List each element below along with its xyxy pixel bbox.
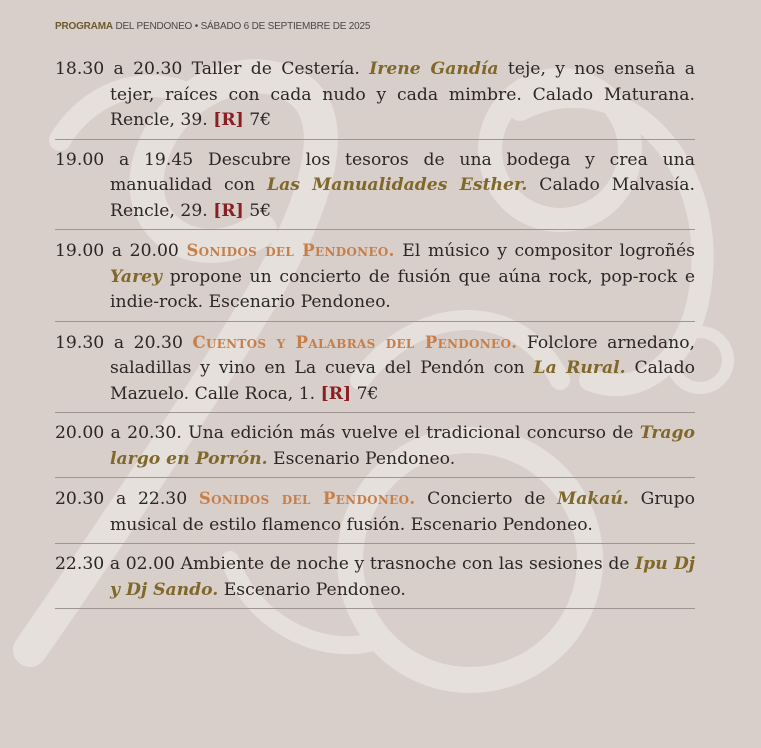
event-time: 22.30 a 02.00 (55, 554, 175, 574)
event-text: Calado Mazuelo. Calle Roca, 1. (110, 358, 695, 404)
event-text: El músico y compositor logroñés (394, 241, 695, 261)
event-price: 7€ (243, 110, 272, 130)
event-time: 20.00 a 20.30. (55, 423, 182, 443)
event-time: 20.30 a 22.30 (55, 489, 188, 509)
event-item (55, 419, 695, 478)
event-text: Una edición más vuelve el tradicional concurso de (181, 423, 640, 443)
event-text: Ambiente de noche y trasnoche con las sesiones de (174, 554, 636, 574)
event-performer: Trago largo en Porrón. (110, 423, 696, 469)
header-program: PROGRAMA (55, 21, 113, 32)
event-performer: Irene Gandía (369, 59, 499, 79)
header-subtitle: DEL PENDONEO • SÁBADO 6 DE SEPTIEMBRE DE 2025 (115, 21, 371, 32)
event-performer: Makaú. (557, 489, 629, 509)
page-header (55, 21, 370, 32)
reservation-badge: [R] (213, 200, 244, 221)
event-item (55, 550, 695, 609)
event-text: Escenario Pendoneo. (267, 448, 456, 469)
event-text: Calado Malvasía. Rencle, 29. (110, 175, 695, 221)
event-text: teje, y nos enseña a tejer, raíces con cada nudo y cada mimbre. Calado Maturana. Rencle, 39. (110, 59, 695, 130)
event-performer: Yarey (110, 266, 163, 287)
event-performer: La Rural. (533, 358, 626, 378)
event-item (55, 484, 695, 544)
event-item (55, 57, 695, 140)
event-series: Cuentos y Palabras del Pendoneo. (192, 332, 518, 352)
event-time: 19.30 a 20.30 (55, 332, 183, 353)
event-text: propone un concierto de fusión que aúna rock, pop-rock e indie-rock. Escenario Pendoneo. (110, 266, 695, 312)
event-performer: Las Manualidades Esther. (266, 175, 528, 195)
event-time: 19.00 a 19.45 (55, 149, 194, 170)
reservation-badge: [R] (320, 383, 352, 404)
event-text: Folclore arnedano, saladillas y vino en La cueva del Pendón con (110, 332, 696, 378)
event-text: Grupo musical de estilo flamenco fusión. Escenario Pendoneo. (110, 489, 695, 535)
event-price: 7€ (351, 383, 379, 404)
event-series: Sonidos del Pendoneo. (186, 241, 395, 260)
event-text: Taller de Cestería. (182, 59, 370, 79)
event-item (55, 236, 695, 322)
event-time: 19.00 a 20.00 (55, 241, 179, 261)
event-series: Sonidos del Pendoneo. (198, 489, 416, 508)
event-text: Descubre los tesoros de una bodega y crea una manualidad con (110, 149, 695, 195)
event-text: Escenario Pendoneo. (218, 579, 406, 600)
event-item (55, 328, 695, 414)
event-item (55, 146, 695, 231)
event-time: 18.30 a 20.30 (55, 59, 183, 79)
event-text: Concierto de (415, 489, 558, 509)
event-list (55, 57, 695, 615)
event-performer: Ipu Dj y Dj Sando. (110, 554, 695, 600)
reservation-badge: [R] (213, 110, 244, 130)
event-price: 5€ (243, 200, 272, 221)
